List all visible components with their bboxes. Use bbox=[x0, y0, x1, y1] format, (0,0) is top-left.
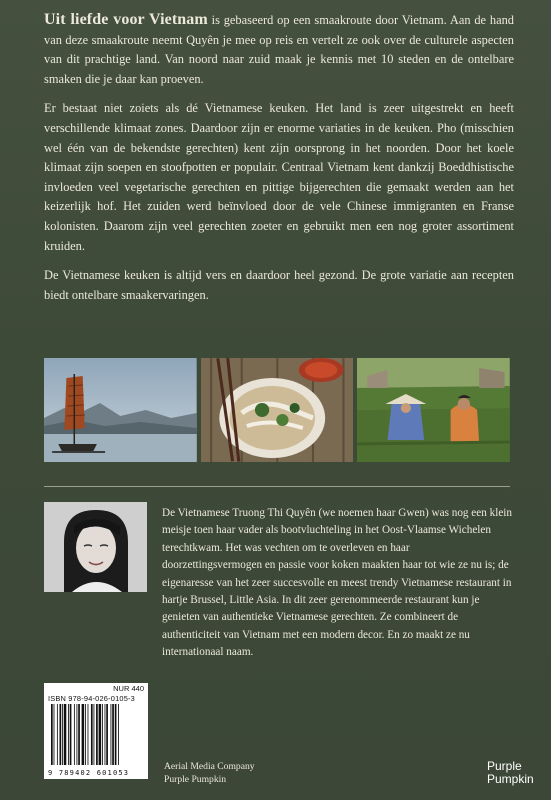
barcode-bar bbox=[85, 704, 86, 765]
barcode-bar bbox=[57, 704, 58, 765]
barcode-bar bbox=[78, 704, 80, 765]
barcode-bar bbox=[51, 704, 53, 765]
barcode-bar bbox=[70, 704, 72, 765]
logo-line-1: Purple bbox=[487, 759, 522, 773]
barcode-label bbox=[44, 683, 148, 779]
intro-paragraph-1 bbox=[44, 10, 514, 89]
barcode-bar bbox=[54, 704, 55, 765]
book-title-lead: Uit liefde voor Vietnam bbox=[44, 11, 208, 28]
barcode-icon bbox=[49, 704, 144, 765]
photo-pho-bowl bbox=[201, 358, 354, 462]
barcode-bar bbox=[105, 704, 106, 765]
photo-strip bbox=[44, 358, 510, 462]
barcode-bar bbox=[91, 704, 93, 765]
barcode-bar bbox=[94, 704, 95, 765]
isbn-number: ISBN 978-94-026-0105-3 bbox=[48, 694, 135, 703]
barcode-bar bbox=[82, 704, 85, 765]
barcode-bar bbox=[106, 704, 108, 765]
publisher-line-2: Purple Pumpkin bbox=[164, 774, 227, 785]
publisher-info bbox=[164, 760, 255, 786]
barcode-bar bbox=[99, 704, 102, 765]
intro-paragraph-3: De Vietnamese keuken is altijd vers en daardoor heel gezond. De grote variatie aan recepten biedt ontelbare smaakervaringen. bbox=[44, 268, 514, 302]
barcode-bar bbox=[62, 704, 63, 765]
barcode-bar bbox=[115, 704, 117, 765]
barcode-digits: 9 789402 601053 bbox=[48, 769, 130, 777]
purple-pumpkin-logo bbox=[487, 760, 534, 786]
intro-text bbox=[44, 10, 514, 315]
barcode-bar bbox=[74, 704, 75, 765]
barcode-bar bbox=[111, 704, 112, 765]
photo-farmers-field bbox=[357, 358, 510, 462]
barcode-bar bbox=[88, 704, 89, 765]
author-bio: De Vietnamese Truong Thi Quyên (we noemen haar Gwen) was nog een klein meisje toen haar vader als bootvluchteling in het Oost-Vlaamse Wichelen terechtkwam. Het was vechten om te overleven en haar doorzettingsvermogen en passie voor koken maakten haar tot wie ze nu is; de eigenaresse van het zeer succesvolle en meest trendy Vietnamese restaurant in hartje Brussel, Little Asia. In dit zeer gerenommeerde restaurant kun je genieten van authentieke Vietnamese gerechten. Ze combineert de authenticiteit van Vietnam met een modern decor. En zo maakt ze nu internationaal naam. bbox=[162, 507, 512, 659]
barcode-bar bbox=[60, 704, 62, 765]
barcode-bar bbox=[112, 704, 114, 765]
photo-junk-boat-bay bbox=[44, 358, 197, 462]
barcode-bar bbox=[77, 704, 78, 765]
intro-paragraph-2: Er bestaat niet zoiets als dé Vietnamese keuken. Het land is zeer uitgestrekt en heeft verschillende klimaat zones. Daardoor zijn er enorme variaties in de keuken. Pho (misschien wel één van de bekendste gerechten) kent zijn oorsprong in het noorden. Door het koele klimaat zijn soepen en stoofpotten er populair. Centraal Vietnam kent dankzij Boeddhistische invloeden veel vegetarische gerechten en pittige bijgerechten die gemaakt werden aan het keizerlijk hof. Het zuiden werd beïnvloed door de vele Chinese immigranten en Franse kolonisten. Daarom zijn veel gerechten zoeter en gebruikt men een nog groter assortiment kruiden. bbox=[44, 101, 514, 253]
barcode-bar bbox=[118, 704, 119, 765]
intro-paragraph-1-text: is gebaseerd op een smaakroute door Vietnam. Aan de hand van deze smaakroute neemt Quyên je mee op reis en vertelt ze ook over de culturele aspecten van dit prachtige land. Van noord naar zuid maak je kennis met 10 steden en de ontelbare smaken die je daar kan proeven. bbox=[44, 13, 514, 86]
barcode-bar bbox=[68, 704, 69, 765]
barcode-bar bbox=[102, 704, 103, 765]
barcode-bar bbox=[96, 704, 98, 765]
author-portrait bbox=[44, 502, 147, 592]
logo-line-2: Pumpkin bbox=[487, 772, 534, 786]
barcode-bar bbox=[64, 704, 67, 765]
section-divider bbox=[44, 486, 510, 487]
publisher-line-1: Aerial Media Company bbox=[164, 761, 255, 772]
nur-code: NUR 440 bbox=[113, 684, 144, 693]
